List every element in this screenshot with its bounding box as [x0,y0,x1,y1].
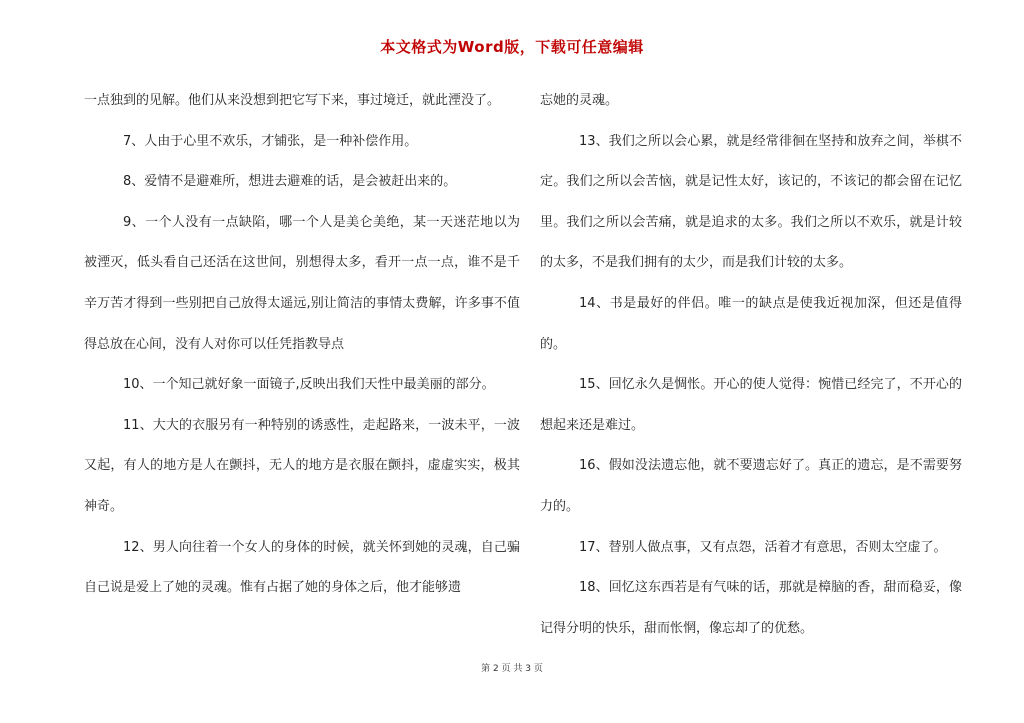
paragraph-16: 16、假如没法遗忘他，就不要遗忘好了。真正的遗忘，是不需要努力的。 [540,458,962,514]
paragraph-14: 14、书是最好的伴侣。唯一的缺点是使我近视加深，但还是值得的。 [540,295,962,352]
paragraph-11: 11、大大的衣服另有一种特别的诱惑性，走起路来，一波未平，一波又起，有人的地方是人在颤抖，无人的地方是衣服在颤抖，虚虚实实，极其神奇。 [84,417,520,514]
paragraph-10: 10、一个知己就好象一面镜子,反映出我们天性中最美丽的部分。 [123,377,495,393]
paragraph-15: 15、回忆永久是惆怅。开心的使人觉得：惋惜已经完了，不开心的想起来还是难过。 [540,377,962,433]
paragraph-continuation: 一点独到的见解。他们从来没想到把它写下来，事过境迁，就此湮没了。 [84,93,501,108]
paragraph-17: 17、替别人做点事，又有点怨，活着才有意思，否则太空虚了。 [579,539,947,555]
left-column [84,81,520,609]
right-column [540,81,962,649]
document-banner: 本文格式为Word版，下载可任意编辑 [380,38,644,56]
paragraph-9: 9、一个人没有一点缺陷，哪一个人是美仑美绝，某一天迷茫地以为被湮灭，低头看自己还活在这世间，别想得太多，看开一点一点，谁不是千辛万苦才得到一些别把自己放得太遥远,别让简洁的事情太费解，许多事不值得总放在心间，没有人对你可以任凭指教导点 [84,214,520,352]
paragraph-7: 7、人由于心里不欢乐，才铺张，是一种补偿作用。 [123,133,418,149]
paragraph-18: 18、回忆这东西若是有气味的话，那就是樟脑的香，甜而稳妥，像记得分明的快乐，甜而怅惘，像忘却了的优愁。 [540,580,962,636]
page-footer: 第 2 页 共 3 页 [481,664,543,674]
paragraph-8: 8、爱情不是避难所，想进去避难的话，是会被赶出来的。 [123,174,457,190]
paragraph-12-continuation: 忘她的灵魂。 [540,93,619,108]
paragraph-12: 12、男人向往着一个女人的身体的时候，就关怀到她的灵魂，自己骗自己说是爱上了她的灵魂。惟有占据了她的身体之后，他才能够遗 [84,539,520,596]
paragraph-13: 13、我们之所以会心累，就是经常徘徊在坚持和放弃之间，举棋不定。我们之所以会苦恼，就是记性太好，该记的，不该记的都会留在记忆里。我们之所以会苦痛，就是追求的太多。我们之所以不欢乐，就是计较的太多，不是我们拥有的太少，而是我们计较的太多。 [540,133,962,271]
